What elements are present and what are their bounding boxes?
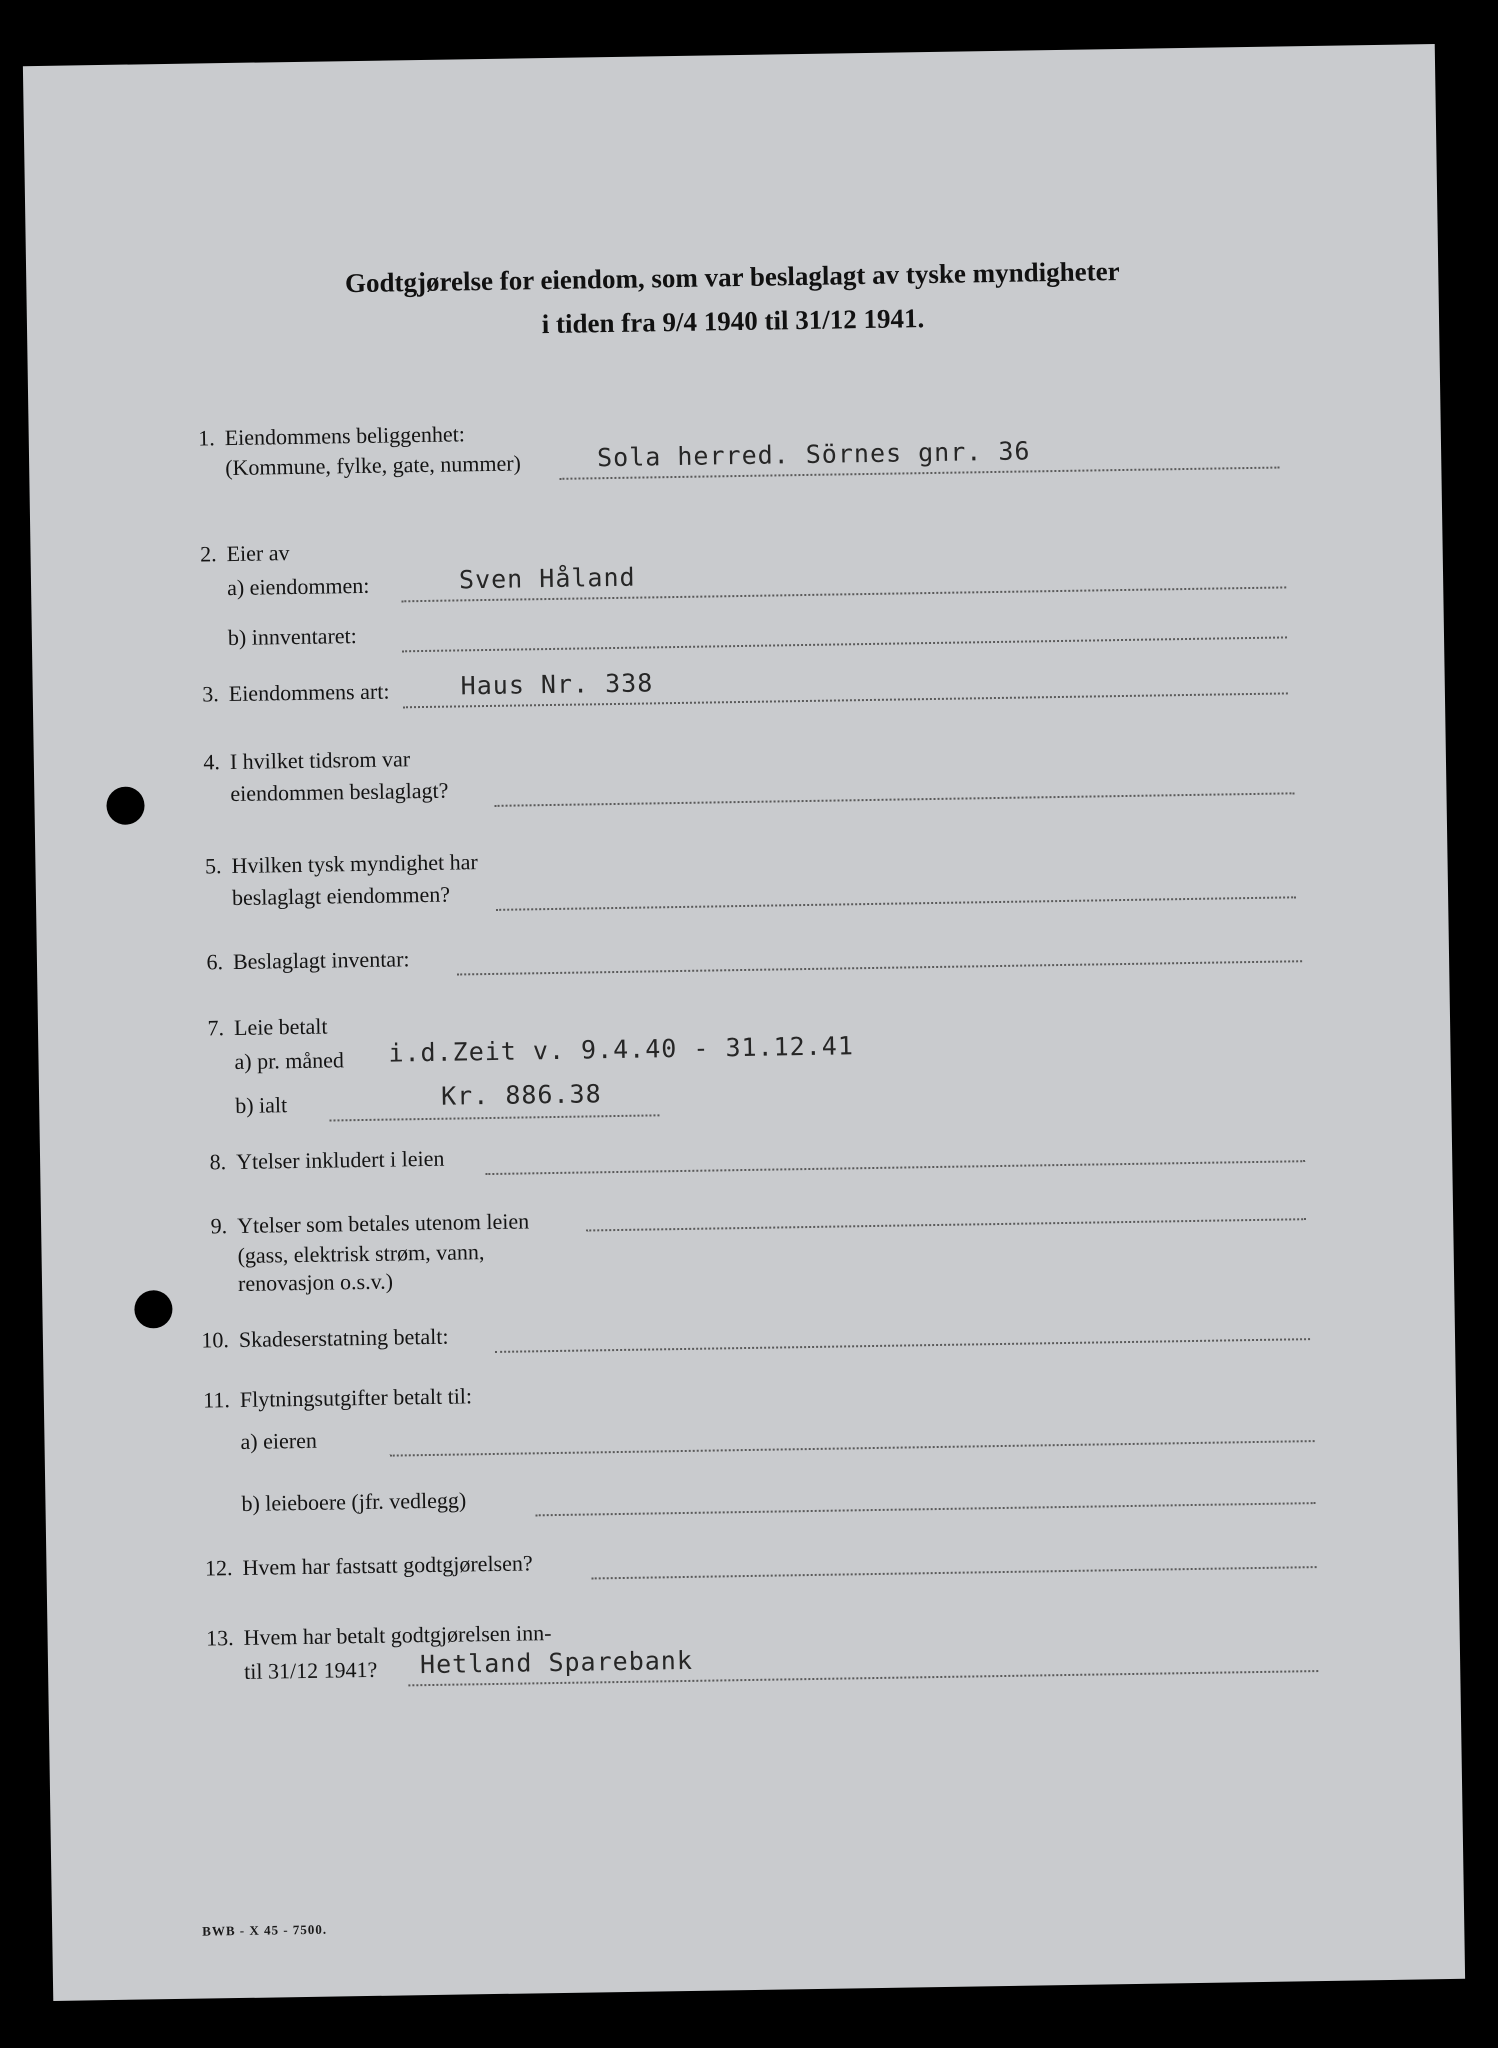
item-9-number: 9. xyxy=(210,1213,228,1239)
item-13 xyxy=(197,1620,551,1652)
item-11a-label: a) eieren xyxy=(240,1427,318,1454)
item-8 xyxy=(190,1146,445,1176)
item-13-label: Hvem har betalt godtgjørelsen inn- xyxy=(243,1620,552,1650)
item-11b-label: b) leieboere (jfr. vedlegg) xyxy=(241,1487,467,1516)
item-13-answer: Hetland Sparebank xyxy=(419,1645,694,1680)
item-8-number: 8. xyxy=(209,1149,227,1175)
item-11-number: 11. xyxy=(202,1387,231,1413)
item-2a-label: a) eiendommen: xyxy=(226,572,370,601)
item-9 xyxy=(191,1208,529,1239)
item-9-label-2: (gass, elektrisk strøm, vann, xyxy=(237,1239,485,1268)
item-12-label: Hvem har fastsatt godtgjørelsen? xyxy=(242,1550,533,1580)
form-page xyxy=(23,44,1465,2001)
item-11a-answer-line xyxy=(390,1440,1315,1457)
item-4-label-2: eiendommen beslaglagt? xyxy=(230,777,449,807)
item-6-label: Beslaglagt inventar: xyxy=(232,946,410,975)
item-1-number: 1. xyxy=(198,425,215,451)
form-title xyxy=(26,244,1439,354)
item-11b-answer-line xyxy=(536,1502,1316,1516)
item-1-answer: Sola herred. Sörnes gnr. 36 xyxy=(596,436,1031,473)
item-12-number: 12. xyxy=(204,1555,233,1581)
item-6 xyxy=(187,946,410,975)
title-line-2: i tiden fra 9/4 1940 til 31/12 1941. xyxy=(541,303,925,340)
item-10 xyxy=(193,1324,449,1354)
form-footer-code: BWB - X 45 - 7500. xyxy=(202,1921,328,1939)
item-7b-answer-line xyxy=(329,1114,659,1121)
item-4 xyxy=(184,746,411,776)
item-1-label: Eiendommens beliggenhet: xyxy=(224,421,466,451)
item-2-number: 2. xyxy=(199,541,217,567)
item-7b-answer: Kr. 886.38 xyxy=(440,1079,602,1111)
item-7 xyxy=(188,1014,328,1042)
item-2a-answer: Sven Håland xyxy=(458,562,636,595)
item-2 xyxy=(180,540,289,568)
punch-hole-top xyxy=(106,786,145,825)
item-10-label: Skadeserstatning betalt: xyxy=(238,1323,449,1352)
item-6-answer-line xyxy=(457,960,1302,975)
item-9-answer-line xyxy=(586,1218,1306,1231)
item-7a-label: a) pr. måned xyxy=(234,1047,345,1075)
item-2-label: Eier av xyxy=(226,540,290,567)
item-4-label: I hvilket tidsrom var xyxy=(229,746,411,775)
item-1-label-2: (Kommune, fylke, gate, nummer) xyxy=(225,450,522,481)
item-12 xyxy=(196,1550,533,1581)
item-3-number: 3. xyxy=(202,681,219,707)
item-6-number: 6. xyxy=(206,949,224,975)
item-3 xyxy=(183,679,390,708)
item-7-label: Leie betalt xyxy=(233,1013,328,1041)
item-8-label: Ytelser inkludert i leien xyxy=(235,1145,445,1174)
item-7b-label: b) ialt xyxy=(235,1092,288,1118)
item-10-number: 10. xyxy=(201,1327,230,1353)
item-5-answer-line xyxy=(496,896,1296,911)
title-line-1: Godtgjørelse for eiendom, som var beslaglagt av tyske myndigheter xyxy=(344,256,1120,299)
item-4-answer-line xyxy=(495,792,1295,807)
item-13-label-2: til 31/12 1941? xyxy=(243,1656,378,1684)
item-13-number: 13. xyxy=(205,1625,234,1651)
item-9-label-3: renovasjon o.s.v.) xyxy=(237,1268,394,1296)
item-2b-label: b) innventaret: xyxy=(227,623,357,651)
item-9-label: Ytelser som betales utenom leien xyxy=(236,1208,530,1238)
item-5-label: Hvilken tysk myndighet har xyxy=(231,849,478,879)
item-10-answer-line xyxy=(495,1338,1310,1353)
item-7-number: 7. xyxy=(207,1015,225,1041)
item-2b-answer-line xyxy=(402,636,1287,652)
item-5 xyxy=(185,849,478,880)
item-7a-answer: i.d.Zeit v. 9.4.40 - 31.12.41 xyxy=(388,1031,855,1068)
punch-hole-bottom xyxy=(134,1290,173,1329)
item-4-number: 4. xyxy=(203,749,221,775)
item-3-answer: Haus Nr. 338 xyxy=(460,668,654,701)
item-5-label-2: beslaglagt eiendommen? xyxy=(231,881,451,911)
item-3-label: Eiendommens art: xyxy=(228,678,390,707)
item-12-answer-line xyxy=(592,1566,1317,1579)
item-8-answer-line xyxy=(485,1160,1305,1175)
item-11-label: Flytningsutgifter betalt til: xyxy=(239,1383,473,1412)
item-11 xyxy=(194,1383,473,1413)
item-1 xyxy=(179,421,465,451)
item-5-number: 5. xyxy=(204,853,222,879)
